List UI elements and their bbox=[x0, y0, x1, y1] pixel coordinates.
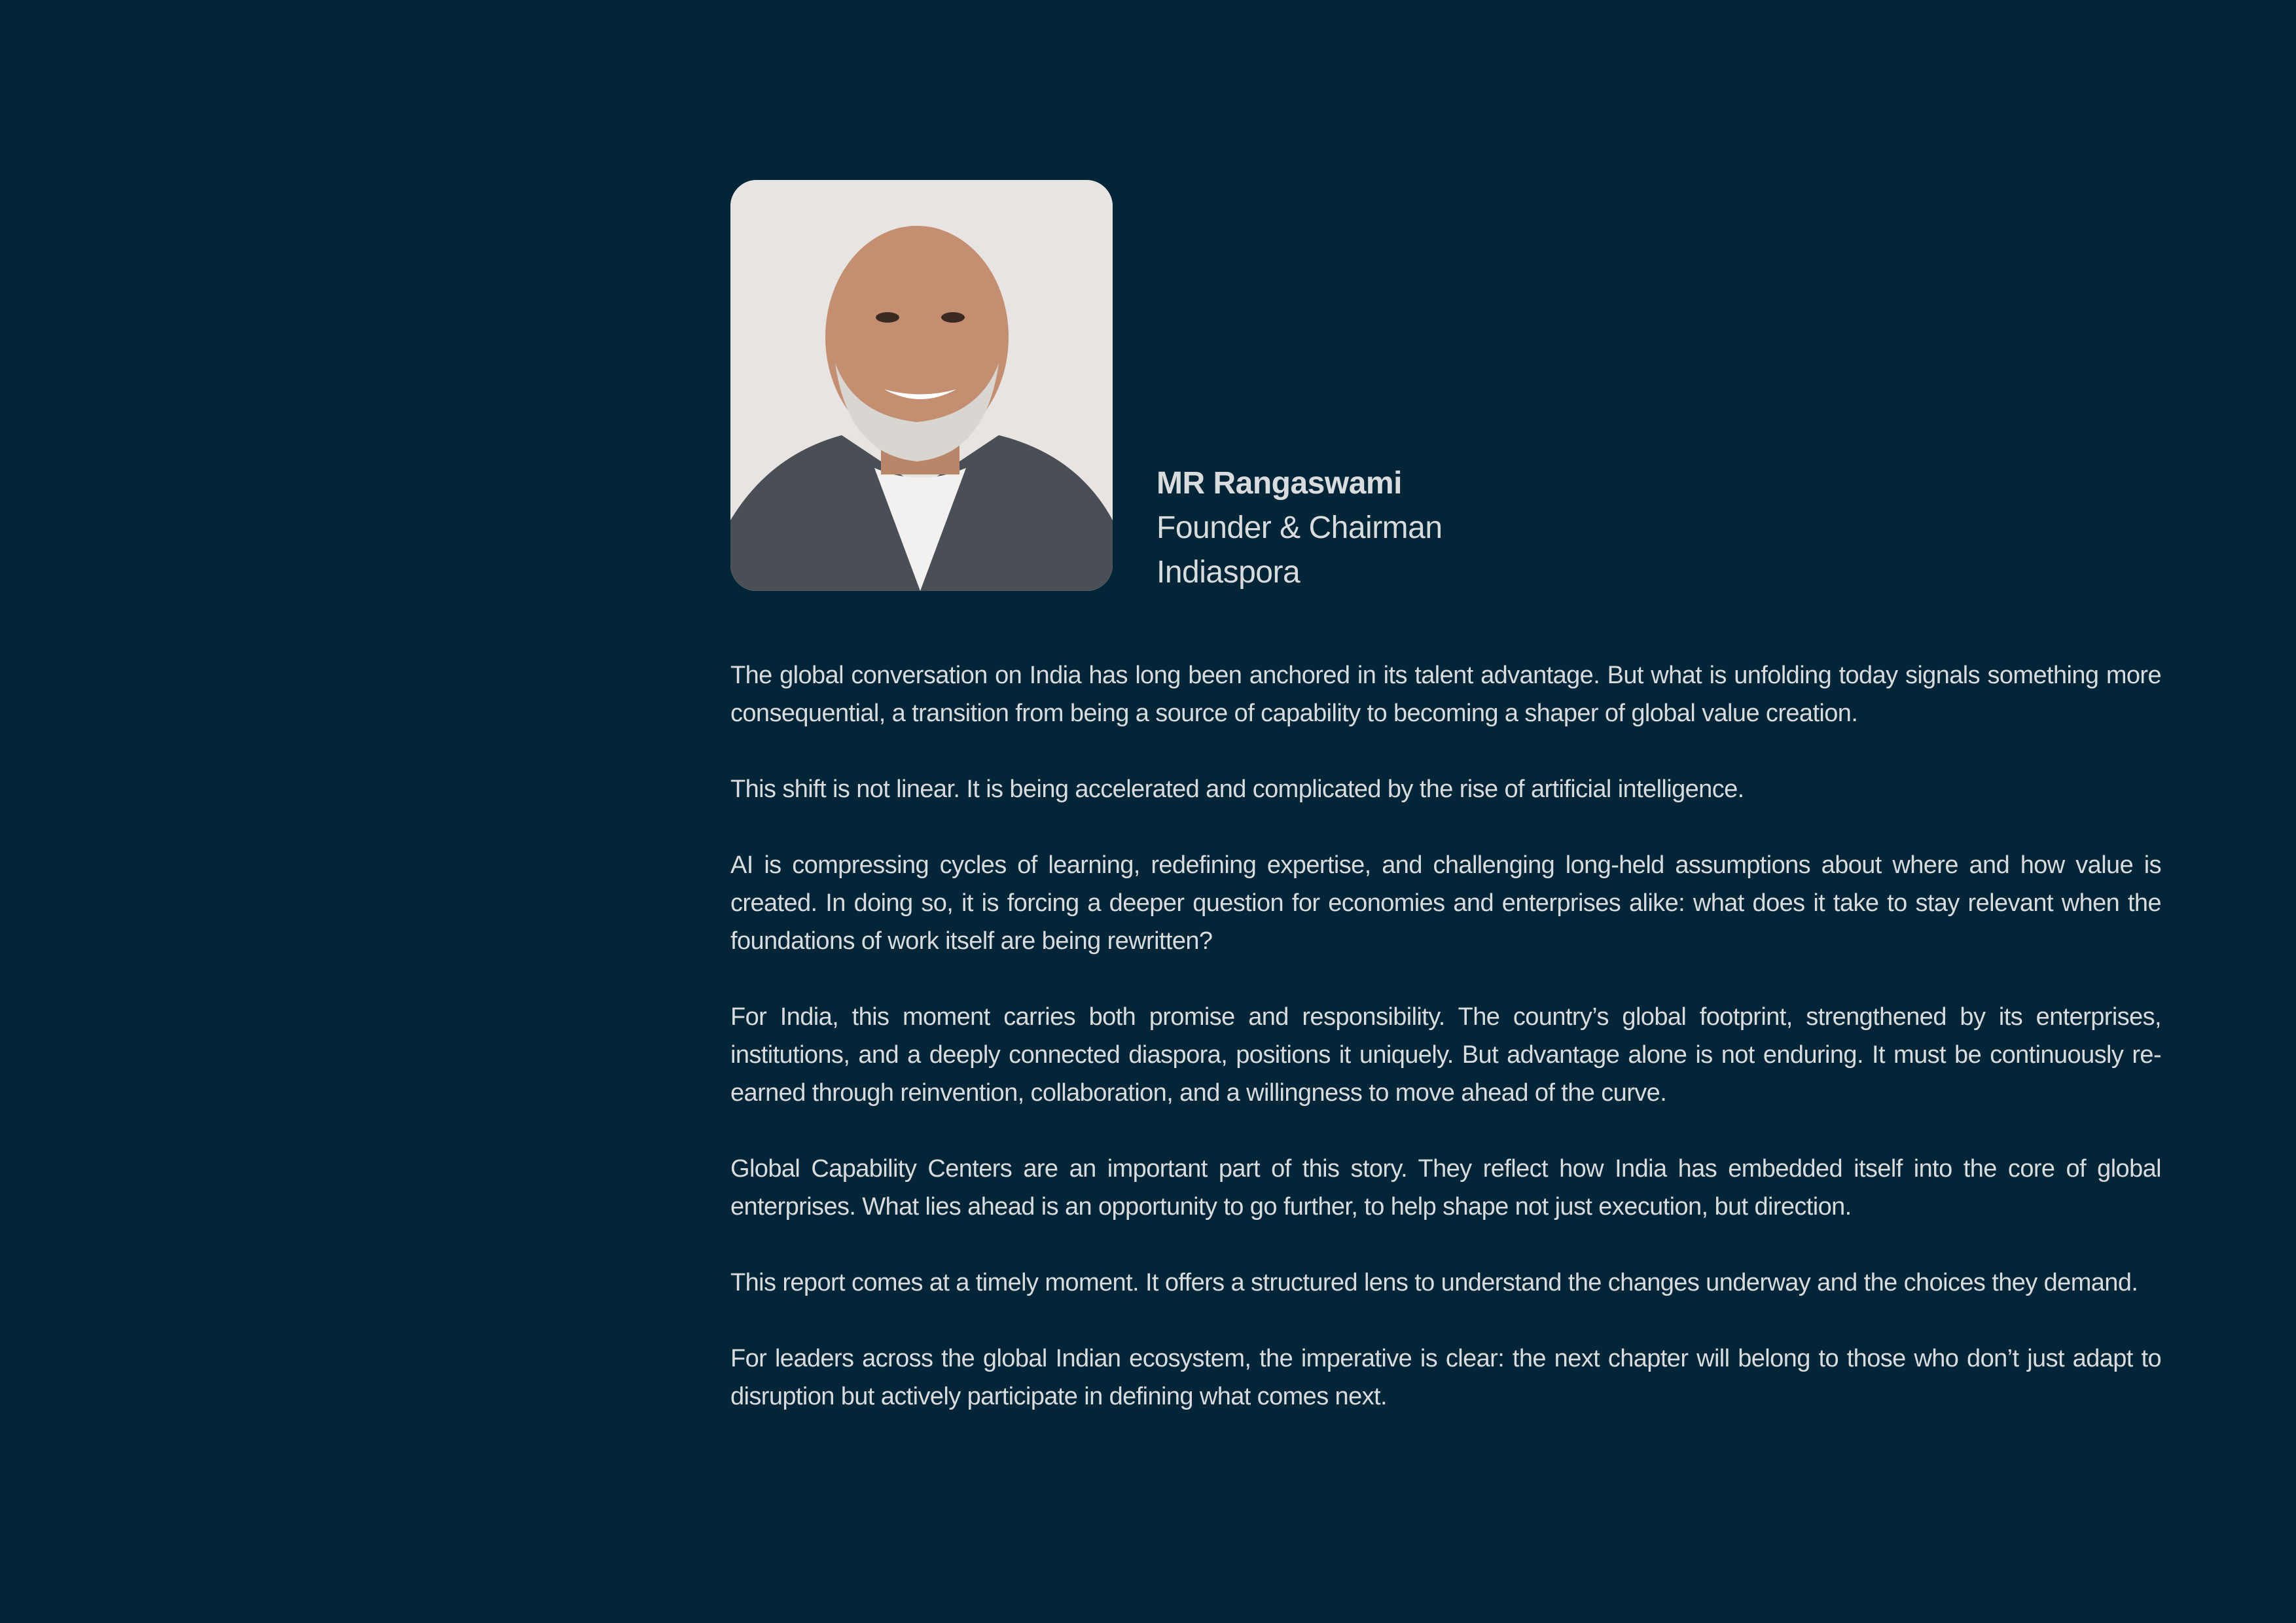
person-role: Founder & Chairman bbox=[1157, 510, 1443, 545]
person-organization: Indiaspora bbox=[1157, 555, 1300, 590]
portrait-photo bbox=[730, 180, 1113, 591]
paragraph: For leaders across the global Indian ecosystem, the imperative is clear: the next chapter will belong to those who don’t just adapt to disruption but actively participate in defining what comes next. bbox=[730, 1345, 2161, 1410]
person-name: MR Rangaswami bbox=[1157, 466, 1402, 501]
paragraph: For India, this moment carries both promise and responsibility. The country’s global footprint, strengthened by its enterprises, institutions, and a deeply connected diaspora, positions it uniquely. But advantage alone is not enduring. It must be continuously re-earned through reinvention, collaboration, and a willingness to move ahead of the curve. bbox=[730, 1003, 2161, 1107]
portrait-image bbox=[730, 180, 1113, 591]
paragraph: The global conversation on India has long been anchored in its talent advantage. But what is unfolding today signals something more consequential, a transition from being a source of capability to becoming a shaper of global value creation. bbox=[730, 662, 2161, 727]
profile-info bbox=[1157, 461, 1443, 595]
paragraph: AI is compressing cycles of learning, redefining expertise, and challenging long-held assumptions about where and how value is created. In doing so, it is forcing a deeper question for economies and enterprises alike: what does it take to stay relevant when the foundations of work itself are being rewritten? bbox=[730, 851, 2161, 955]
message-body bbox=[730, 656, 2161, 1454]
paragraph: This shift is not linear. It is being accelerated and complicated by the rise of artificial intelligence. bbox=[730, 776, 1744, 803]
paragraph: This report comes at a timely moment. It offers a structured lens to understand the changes underway and the choices they demand. bbox=[730, 1269, 2138, 1296]
paragraph: Global Capability Centers are an important part of this story. They reflect how India has embedded itself into the core of global enterprises. What lies ahead is an opportunity to go further, to help shape not just execution, but direction. bbox=[730, 1155, 2161, 1221]
